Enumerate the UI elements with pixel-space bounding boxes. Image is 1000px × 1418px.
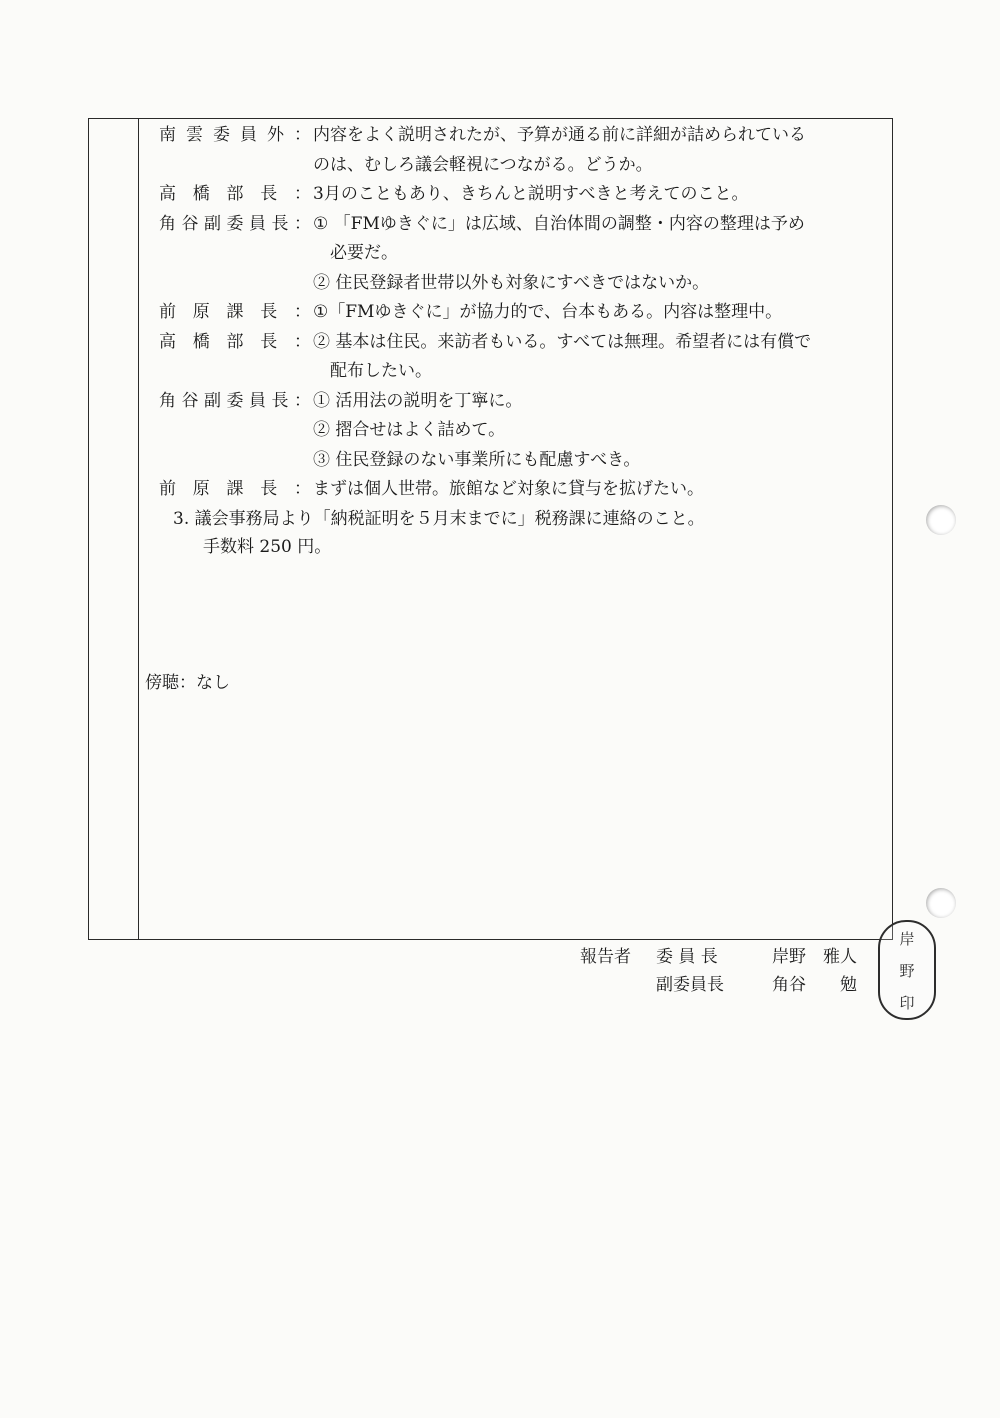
note-line-2 bbox=[139, 533, 892, 561]
speaker-char: 外 bbox=[267, 125, 284, 145]
minutes-content bbox=[139, 119, 892, 939]
speaker-char: 委 bbox=[213, 125, 230, 145]
speaker-name bbox=[159, 298, 311, 326]
speaker-name bbox=[159, 121, 311, 149]
speaker-char: 副 bbox=[204, 213, 221, 234]
speaker-name bbox=[159, 475, 311, 503]
speaker-colon: ： bbox=[294, 390, 311, 411]
fee-text: 手数料 250 円。 bbox=[203, 537, 332, 557]
discussion-row bbox=[139, 328, 892, 356]
audience-text: 傍聴：なし bbox=[145, 673, 230, 693]
speaker-char: 課 bbox=[226, 479, 244, 499]
reporter-label: 報告者 bbox=[580, 947, 631, 967]
speaker-char: 長 bbox=[260, 479, 278, 499]
speaker-char: 員 bbox=[249, 390, 266, 411]
speaker-name bbox=[159, 387, 311, 415]
speaker-char: 橋 bbox=[192, 331, 210, 352]
speaker-char: 長 bbox=[260, 331, 278, 352]
seal-char: 野 bbox=[899, 961, 915, 980]
speaker-char: 委 bbox=[226, 390, 244, 411]
statement-text: ① 活用法の説明を丁寧に。 bbox=[313, 390, 523, 411]
statement-text: ② 住民登録者世帯以外も対象にすべきではないか。 bbox=[313, 272, 710, 293]
speaker-char: 原 bbox=[192, 479, 210, 499]
discussion-row bbox=[139, 151, 892, 179]
speaker-char: 長 bbox=[260, 302, 278, 322]
speaker-name bbox=[159, 328, 311, 356]
statement-text: 内容をよく説明されたが、予算が通る前に詳細が詰められている bbox=[313, 125, 806, 145]
speaker-colon: ： bbox=[294, 125, 311, 145]
speaker-colon: ： bbox=[294, 213, 311, 234]
discussion-row bbox=[139, 475, 892, 503]
speaker-char: 副 bbox=[204, 390, 221, 411]
speaker-char: 委 bbox=[226, 213, 244, 234]
statement-text: 必要だ。 bbox=[313, 243, 398, 263]
statement-text: 配布したい。 bbox=[313, 361, 432, 381]
discussion-row bbox=[139, 416, 892, 444]
speaker-char: 高 bbox=[159, 184, 176, 204]
discussion-row bbox=[139, 446, 892, 474]
statement-text: まずは個人世帯。旅館など対象に貸与を拡げたい。 bbox=[313, 479, 704, 499]
statement-text: 3月のこともあり、きちんと説明すべきと考えてのこと。 bbox=[313, 184, 749, 204]
speaker-char: 谷 bbox=[181, 390, 199, 411]
speaker-char: 長 bbox=[271, 390, 289, 411]
statement-text: ①「FMゆきぐに」が協力的で、台本もある。内容は整理中。 bbox=[313, 302, 783, 322]
speaker-char: 南 bbox=[159, 125, 176, 145]
statement-text: のは、むしろ議会軽視につながる。どうか。 bbox=[313, 154, 653, 175]
speaker-char: 前 bbox=[159, 302, 176, 322]
speaker-colon: ： bbox=[294, 479, 311, 499]
note-text: 3. 議会事務局より「納税証明を５月末までに」税務課に連絡のこと。 bbox=[173, 509, 705, 529]
speaker-char: 長 bbox=[260, 184, 278, 204]
speaker-colon: ： bbox=[294, 302, 311, 322]
vice-chair-title: 副委員長 bbox=[656, 975, 724, 995]
speaker-name bbox=[159, 180, 311, 208]
chair-title: 委 員 長 bbox=[656, 947, 718, 967]
chair-name: 岸野 雅人 bbox=[772, 947, 857, 967]
statement-text: ② 摺合せはよく詰めて。 bbox=[313, 420, 506, 440]
speaker-name bbox=[159, 210, 311, 238]
audience-row bbox=[139, 669, 892, 697]
speaker-colon: ： bbox=[294, 184, 311, 204]
minutes-table bbox=[88, 118, 893, 940]
speaker-char: 谷 bbox=[181, 213, 199, 234]
vice-chair-name: 角谷 勉 bbox=[772, 975, 857, 995]
speaker-char: 橋 bbox=[192, 184, 210, 204]
speaker-char: 前 bbox=[159, 479, 176, 499]
discussion-row bbox=[139, 387, 892, 415]
left-column bbox=[89, 119, 139, 939]
speaker-char: 部 bbox=[226, 331, 244, 352]
discussion-row bbox=[139, 269, 892, 297]
discussion-row bbox=[139, 180, 892, 208]
discussion-row bbox=[139, 210, 892, 238]
speaker-char: 員 bbox=[240, 125, 257, 145]
discussion-row bbox=[139, 239, 892, 267]
speaker-char: 角 bbox=[159, 213, 176, 234]
discussion-row bbox=[139, 121, 892, 149]
speaker-char: 角 bbox=[159, 390, 176, 411]
speaker-char: 原 bbox=[192, 302, 210, 322]
statement-text: ③ 住民登録のない事業所にも配慮すべき。 bbox=[313, 449, 641, 470]
seal-char: 岸 bbox=[899, 929, 915, 948]
seal-char: 印 bbox=[899, 993, 915, 1012]
statement-text: ② 基本は住民。来訪者もいる。すべては無理。希望者には有償で bbox=[313, 331, 812, 352]
speaker-char: 部 bbox=[226, 184, 244, 204]
discussion-row bbox=[139, 357, 892, 385]
speaker-char: 高 bbox=[159, 331, 176, 352]
statement-text: ① 「FMゆきぐに」は広域、自治体間の調整・内容の整理は予め bbox=[313, 213, 805, 234]
speaker-colon: ： bbox=[294, 331, 311, 352]
speaker-char: 課 bbox=[226, 302, 244, 322]
punch-hole-top bbox=[926, 505, 956, 535]
speaker-char: 雲 bbox=[186, 125, 203, 145]
note-line-1 bbox=[139, 505, 892, 533]
personal-seal bbox=[878, 920, 936, 1020]
speaker-char: 員 bbox=[249, 213, 266, 234]
discussion-row bbox=[139, 298, 892, 326]
speaker-char: 長 bbox=[271, 213, 289, 234]
punch-hole-bottom bbox=[926, 888, 956, 918]
